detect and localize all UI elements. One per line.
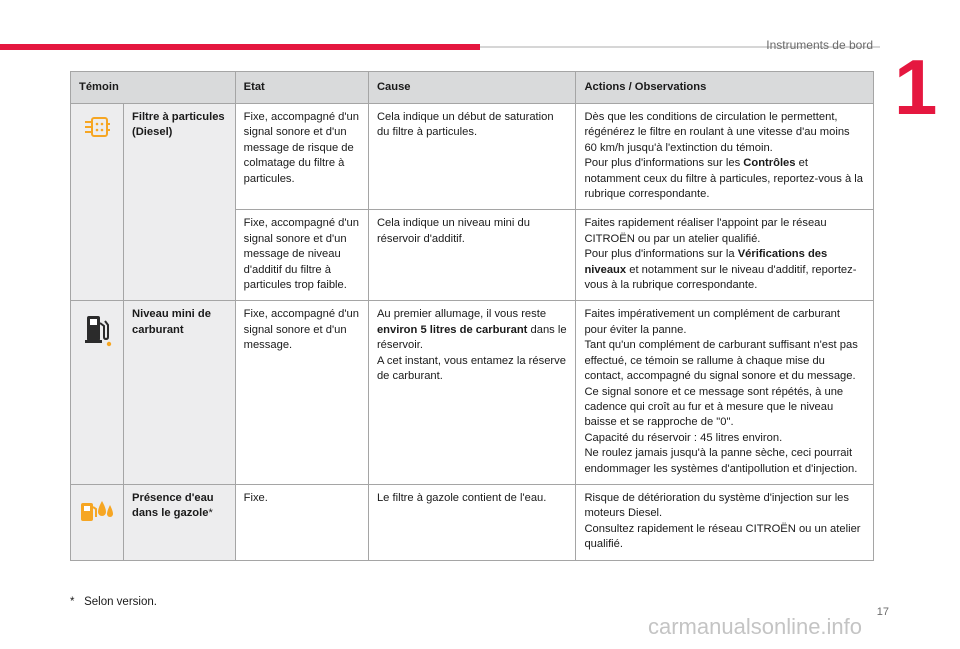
header-cause: Cause [368,72,576,104]
table-header-row [71,72,874,104]
row-name: Niveau mini de carburant [124,301,236,484]
footnote-text: Selon version. [84,596,157,608]
row-cause: Cela indique un niveau mini du réservoir d'additif. [368,210,576,301]
icon-cell [71,484,124,560]
header-temoin: Témoin [71,72,236,104]
row-cause: Cela indique un début de saturation du filtre à particules. [368,104,576,210]
table-row [71,104,874,210]
table-row [71,484,874,560]
row-name [124,484,236,560]
section-title: Instruments de bord [766,38,873,52]
row-action [576,104,874,210]
action-text: Faites rapidement réaliser l'appoint par le réseau CITROËN ou par un atelier qualifié. Pour plus d'informations sur la [584,217,827,261]
particulate-filter-icon [82,116,112,138]
action-text: et notamment sur le niveau d'additif, reportez-vous à la rubrique correspondante. [584,263,857,292]
chapter-number: 1 [894,43,938,131]
action-emphasis: Contrôles [743,157,796,170]
action-text: Dès que les conditions de circulation le permettent, régénérez le filtre en roulant à une vitesse d'au moins 60 km/h jusqu'à l'extinction du témoin. Pour plus d'informations sur les [584,111,850,170]
action-text: et notamment ceux du filtre à particules, reportez-vous à la rubrique correspondante. [584,157,864,201]
row-etat: Fixe, accompagné d'un signal sonore et d'un message de niveau d'additif du filtre à particules trop faible. [235,210,368,301]
cause-emphasis: environ 5 litres de carburant [376,323,528,336]
header-etat: Etat [235,72,368,104]
table-row [71,301,874,484]
row-name-text: Présence d'eau dans le gazole [132,491,214,520]
row-action: Risque de détérioration du système d'injection sur les moteurs Diesel. Consultez rapidement le réseau CITROËN ou un atelier qualifié. [576,484,874,560]
action-emphasis: Vérifications des niveaux [584,248,828,276]
row-action [576,210,874,301]
warning-lights-table [70,71,874,561]
row-action: Faites impérativement un complément de carburant pour éviter la panne. Tant qu'un complément de carburant suffisant n'est pas effectué, ce témoin se rallume à chaque mise du contact, accompagné du signal sonore et du message. Ce signal sonore et ce message sont répétés, à une cadence qui croît au fur et à mesure que le niveau baisse et se rapproche de "0". Capacité du réservoir : 45 litres environ. Ne roulez jamais jusqu'à la panne sèche, ceci pourrait endommager les systèmes d'antipollution et d'injection. [576,301,874,484]
icon-cell [71,104,124,301]
footnote-mark: * [208,507,213,520]
cause-text: dans le réservoir. A cet instant, vous entamez la réserve de carburant. [376,323,567,383]
footnote [70,596,157,608]
cause-text: Au premier allumage, il vous reste [376,308,547,321]
row-etat: Fixe. [235,484,368,560]
watermark: carmanualsonline.info [648,614,863,639]
footnote-mark: * [70,596,75,608]
row-name: Filtre à particules (Diesel) [124,104,236,301]
row-cause [368,301,576,484]
page-number: 17 [876,606,889,618]
row-etat: Fixe, accompagné d'un signal sonore et d'un message. [235,301,368,484]
fuel-pump-icon [82,313,112,347]
row-cause: Le filtre à gazole contient de l'eau. [368,484,576,560]
icon-cell [71,301,124,484]
header-actions: Actions / Observations [576,72,874,104]
row-etat: Fixe, accompagné d'un signal sonore et d'un message de risque de colmatage du filtre à particules. [235,104,368,210]
water-in-diesel-icon [79,497,115,523]
accent-bar [0,44,480,50]
